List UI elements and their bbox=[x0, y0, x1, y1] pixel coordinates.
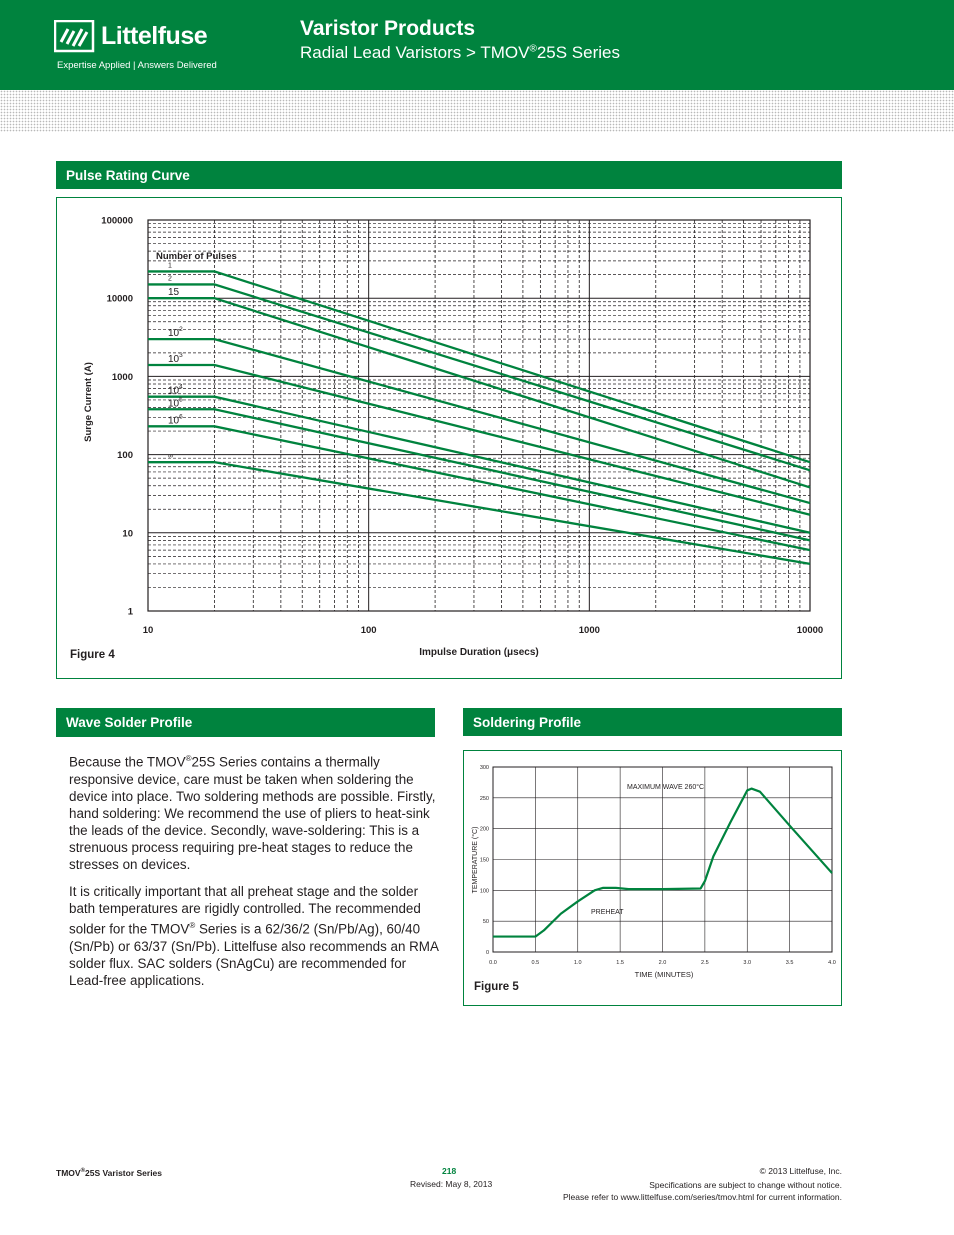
solder-x-tick-label: 0.0 bbox=[489, 960, 497, 966]
figure-5-label: Figure 5 bbox=[474, 981, 519, 993]
solder-y-tick-label: 100 bbox=[479, 888, 489, 895]
pulse-series-label: 15 bbox=[168, 287, 180, 299]
solder-chart-ylabel: TEMPERATURE (°C) bbox=[472, 826, 479, 894]
wave-solder-title: Wave Solder Profile bbox=[66, 715, 193, 730]
pulse-series-label: $10^4$ bbox=[168, 383, 183, 397]
logo-wordmark: Littelfuse bbox=[101, 22, 208, 50]
preheat-annotation: PREHEAT bbox=[591, 909, 624, 916]
wave-solder-paragraph-1: Because the TMOV®25S Series contains a thermally responsive device, care must be taken when soldering the device into place. Two soldering methods are possible. Firstly, hand soldering: We recommend the use of pliers to heat-sink the leads of the device. Secondly, wave-soldering: This is a strenuous process requiring pre-heat stages to reduce the stresses on devices. bbox=[69, 754, 436, 873]
soldering-profile-bar bbox=[463, 708, 842, 736]
pulse-x-tick-label: 100 bbox=[360, 625, 377, 636]
pulse-series-label: $10^5$ bbox=[168, 396, 183, 410]
pulse-series-line bbox=[148, 426, 810, 550]
pulse-x-tick-label: 1000 bbox=[578, 625, 600, 636]
pulse-series-line bbox=[148, 298, 810, 487]
url-note: Please refer to www.littelfuse.com/series/tmov.html for current information. bbox=[562, 1192, 842, 1202]
pulse-series-label: $10^6$ bbox=[168, 413, 183, 427]
pulse-x-tick-label: 10000 bbox=[796, 625, 824, 636]
soldering-profile-title: Soldering Profile bbox=[473, 715, 582, 730]
revision-date: Revised: May 8, 2013 bbox=[410, 1179, 493, 1189]
wave-solder-bar bbox=[56, 708, 435, 737]
pulse-series-label: 1 bbox=[168, 262, 172, 270]
logo-tagline: Expertise Applied | Answers Delivered bbox=[57, 60, 217, 71]
copyright: © 2013 Littelfuse, Inc. bbox=[759, 1166, 842, 1176]
max-wave-annotation: MAXIMUM WAVE 260°C bbox=[627, 784, 705, 791]
page-title: Varistor Products bbox=[300, 17, 476, 40]
page-subtitle: Radial Lead Varistors > TMOV®25S Series bbox=[300, 43, 620, 62]
solder-x-tick-label: 3.0 bbox=[743, 960, 752, 966]
pulse-series-label: $10^3$ bbox=[168, 351, 183, 365]
pulse-x-tick-label: 10 bbox=[142, 625, 154, 636]
pulse-y-tick-label: 100000 bbox=[101, 215, 133, 227]
page-number: 218 bbox=[442, 1166, 457, 1176]
pulse-legend-title: Number of Pulses bbox=[156, 251, 237, 262]
figure-4-label: Figure 4 bbox=[70, 649, 115, 661]
soldering-chart-box bbox=[463, 750, 842, 1006]
pulse-chart-xlabel: Impulse Duration (μsecs) bbox=[419, 647, 539, 658]
wave-solder-paragraph-2: It is critically important that all preheat stage and the solder bath temperatures are rigidly controlled. The recommended solder for the TMOV® Series is a 62/36/2 (Sn/Pb/Ag), 60/40 (Sn/Pb) or 63/37 (Sn/Pb). Littelfuse also recommends an RMA solder flux. SAC solders (SnAgCu) are recommended for Lead-free applications. bbox=[69, 884, 439, 988]
solder-x-tick-label: 0.5 bbox=[531, 960, 540, 966]
pulse-series-label: ∞ bbox=[168, 453, 173, 461]
solder-x-tick-label: 1.0 bbox=[573, 960, 582, 966]
solder-chart-xlabel: TIME (MINUTES) bbox=[634, 970, 694, 979]
spec-note: Specifications are subject to change without notice. bbox=[649, 1180, 842, 1190]
pulse-series-label: $10^2$ bbox=[168, 326, 183, 340]
footer-series: TMOV®25S Varistor Series bbox=[56, 1168, 163, 1178]
solder-x-tick-label: 2.5 bbox=[701, 960, 709, 966]
pulse-y-tick-label: 1000 bbox=[111, 371, 133, 383]
pulse-y-tick-label: 10 bbox=[122, 528, 133, 540]
pulse-series-line bbox=[148, 462, 810, 564]
pulse-y-tick-label: 10000 bbox=[106, 293, 133, 305]
solder-x-tick-label: 3.5 bbox=[785, 960, 794, 966]
pulse-series-line bbox=[148, 284, 810, 470]
solder-y-tick-label: 50 bbox=[482, 919, 489, 926]
pulse-chart-ylabel: Surge Current (A) bbox=[83, 362, 94, 442]
solder-y-tick-label: 0 bbox=[485, 950, 489, 956]
solder-y-tick-label: 300 bbox=[479, 765, 489, 771]
solder-x-tick-label: 4.0 bbox=[828, 960, 836, 966]
solder-y-tick-label: 250 bbox=[479, 795, 489, 802]
solder-x-tick-label: 2.0 bbox=[658, 960, 667, 966]
pulse-series-label: 2 bbox=[168, 275, 172, 283]
solder-y-tick-label: 200 bbox=[479, 826, 489, 833]
solder-x-tick-label: 1.5 bbox=[616, 960, 624, 966]
solder-y-tick-label: 150 bbox=[479, 857, 489, 864]
pulse-rating-title: Pulse Rating Curve bbox=[66, 168, 190, 183]
pulse-y-tick-label: 100 bbox=[117, 450, 133, 462]
pulse-y-tick-label: 1 bbox=[127, 606, 133, 618]
